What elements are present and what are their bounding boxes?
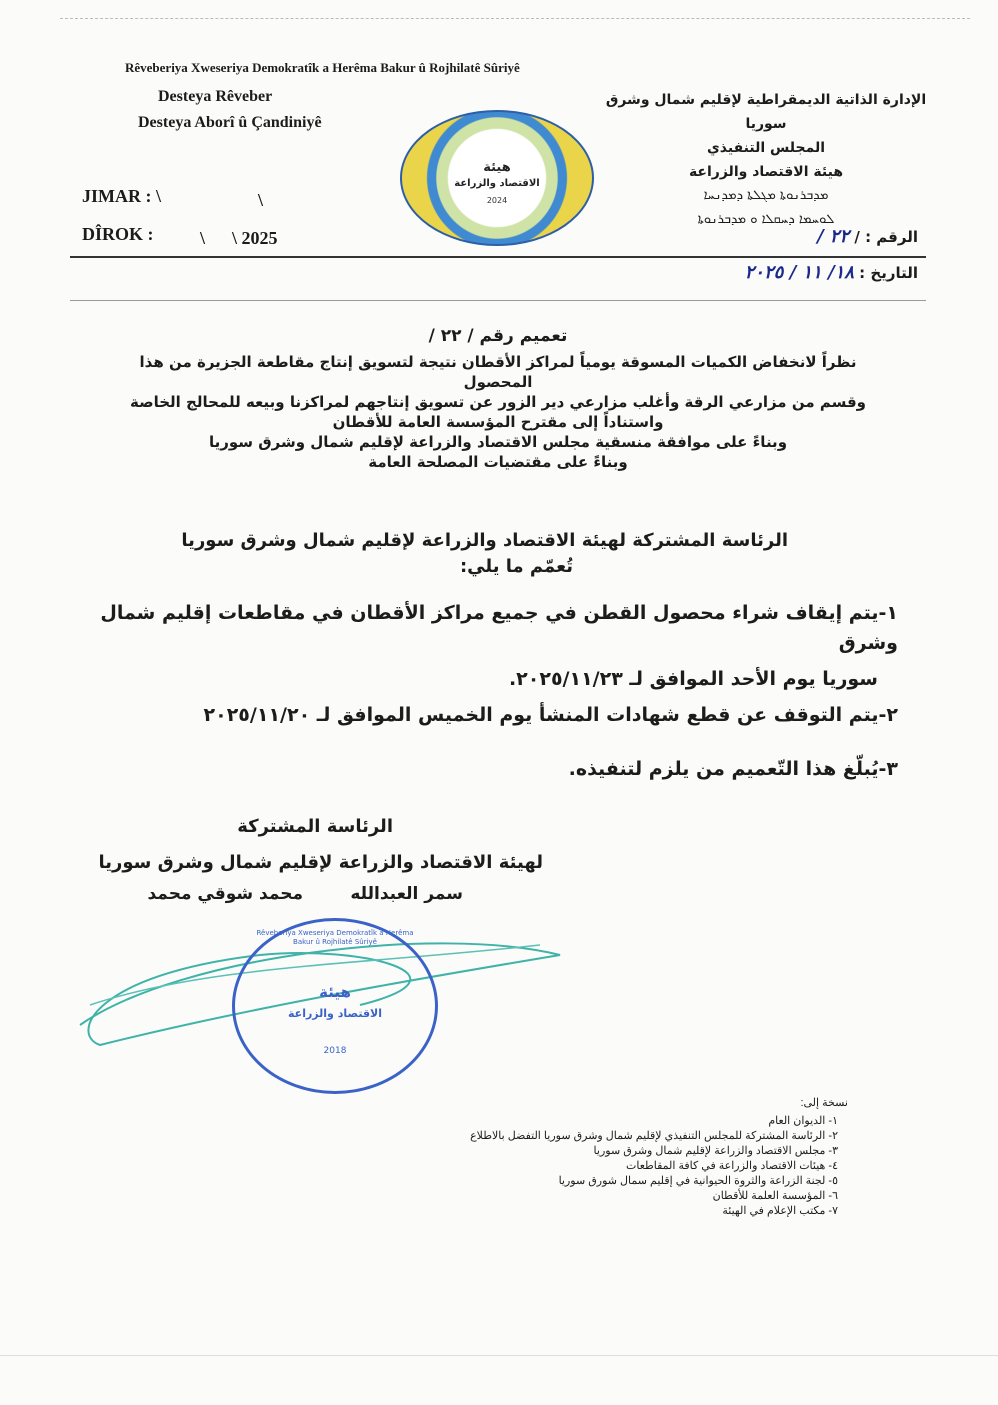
copy-item: ٣- مجلس الاقتصاد والزراعة لإقليم شمال وشرق سوريا [593, 1145, 838, 1157]
item-2: ٢-يتم التوقف عن قطع شهادات المنشأ يوم الخميس الموافق لـ ٢٠٢٥/١١/٢٠ [203, 704, 898, 726]
header-right-line3: هيئة الاقتصاد والزراعة [688, 164, 844, 180]
number-label: الرقم : / [854, 228, 918, 246]
seal-title: هيئة [483, 160, 511, 175]
stamp-center: هيئة [319, 983, 351, 1001]
preamble-line: واستناداً إلى مقترح المؤسسة العامة للأقطان [332, 413, 664, 431]
dirok-value: \ \ 2025 [200, 228, 278, 248]
copy-item: ٤- هيئات الاقتصاد والزراعة في كافة المقاطعات [625, 1160, 838, 1172]
organization-seal-logo [400, 110, 594, 246]
copy-item: ٢- الرئاسة المشتركة للمجلس التنفيذي لإقليم شمال وشرق سوريا التفضل بالاطلاع [470, 1130, 838, 1142]
jimar-separator: \ [258, 190, 264, 210]
seal-year: 2024 [486, 196, 508, 205]
item-3: ٣-يُبلّغ هذا التّعميم من يلزم لتنفيذه. [568, 758, 898, 780]
jimar-label: JIMAR : \ [82, 186, 161, 206]
preamble [128, 352, 868, 472]
copy-item: ٧- مكتب الإعلام في الهيئة [722, 1205, 838, 1217]
item-1: ١-يتم إيقاف شراء محصول القطن في جميع مراكز الأقطان في مقاطعات إقليم شمال وشرق [100, 602, 898, 654]
seal-subtitle: الاقتصاد والزراعة [454, 178, 540, 189]
stamp-center2: الاقتصاد والزراعة [288, 1007, 382, 1020]
scan-bottom-edge [0, 1355, 998, 1356]
issuer: الرئاسة المشتركة لهيئة الاقتصاد والزراعة لإقليم شمال وشرق سوريا [181, 530, 788, 551]
number-field [817, 226, 918, 247]
item-1-cont: سوريا يوم الأحد الموافق لـ ٢٠٢٥/١١/٢٣. [508, 668, 878, 690]
date-field [745, 262, 918, 283]
header-divider [70, 256, 926, 258]
header-right-syriac2: ܠܘܚܡܐ ܕܚܩܠܐ ܘ ܡܕܒܪܢܘܬܐ [697, 212, 835, 227]
copy-item: ١- الديوان العام [768, 1115, 838, 1127]
preamble-line: وبناءً على موافقة منسقية مجلس الاقتصاد والزراعة لإقليم شمال وشرق سوريا [208, 433, 788, 451]
signature-names: سمر العبدالله محمد شوقي محمد [147, 884, 463, 904]
copies-list [418, 1114, 838, 1219]
header-divider-thin [70, 300, 926, 301]
header-right-line1: الإدارة الذاتية الديمقراطية لإقليم شمال وشرق سوريا [605, 92, 927, 132]
circular-title: تعميم رقم / ٢٢ / [428, 326, 568, 346]
copy-item: ٦- المؤسسة العلمة للأقطان [712, 1190, 838, 1202]
number-value: ٢٢ / [816, 226, 850, 247]
preamble-line: وقسم من مزارعي الرقة وأغلب مزارعي دير الزور عن تسويق إنتاجهم لمراكزنا وبيعه للمحالج الخاصة [130, 393, 866, 411]
header-right [596, 88, 936, 232]
header-left-line1: Rêveberiya Xweseriya Demokratîk a Herêma Bakur û Rojhilatê Sûriyê [125, 60, 520, 75]
signature-line2: لهيئة الاقتصاد والزراعة لإقليم شمال وشرق سوريا [98, 852, 543, 873]
header-left-line2: Desteya Rêveber [158, 88, 273, 105]
official-stamp [232, 918, 438, 1094]
preamble-line: نظراً لانخفاض الكميات المسوقة يومياً لمراكز الأقطان نتيجة لتسويق إنتاج مقاطعة الجزيرة من هذا المحصول [139, 353, 857, 391]
date-value: ١٨/ ١١ / ٢٠٢٥ [744, 262, 854, 283]
header-left-line3: Desteya Aborî û Çandiniyê [138, 114, 322, 131]
preamble-line: وبناءً على مقتضيات المصلحة العامة [368, 453, 628, 471]
date-label: التاريخ : [859, 264, 918, 282]
dirok-label: DÎROK : [82, 224, 154, 244]
stamp-year: 2018 [323, 1046, 347, 1056]
copy-item: ٥- لجنة الزراعة والثروة الحيوانية في إقليم سمال شورق سوريا [558, 1175, 838, 1187]
copies-label: نسخة إلى: [800, 1097, 848, 1109]
signature-line1: الرئاسة المشتركة [237, 816, 393, 837]
announce: تُعمّم ما يلي: [459, 556, 573, 577]
stamp-ring-text: Rêveberiya Xweseriya Demokratîk a Herêma Bakur û Rojhilatê Sûriyê [256, 929, 414, 946]
circular-items [88, 598, 898, 790]
header-right-syriac1: ܡܕܒܪܢܘܬܐ ܡܓܠܬܐ ܕܡܕܢܚܐ [703, 188, 829, 203]
header-right-line2: المجلس التنفيذي [706, 140, 826, 156]
scan-edge-line [60, 18, 970, 19]
